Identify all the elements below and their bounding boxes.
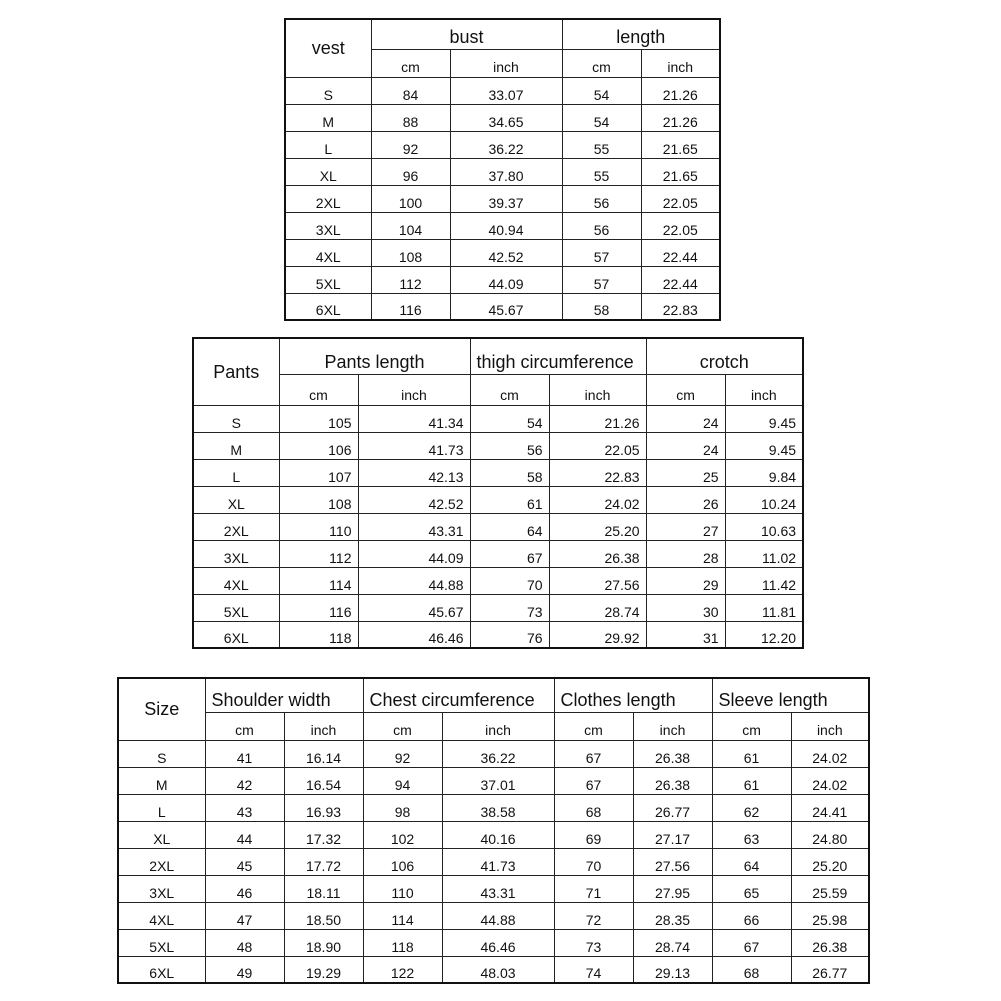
size-label: 3XL (285, 212, 371, 239)
measurement-cell: 54 (562, 104, 641, 131)
size-label: 6XL (193, 621, 279, 648)
size-label: XL (193, 486, 279, 513)
measurement-cell: 45 (205, 848, 284, 875)
measurement-cell: 61 (712, 740, 791, 767)
measurement-cell: 65 (712, 875, 791, 902)
measurement-cell: 48.03 (442, 956, 554, 983)
table-row (193, 621, 803, 648)
measurement-cell: 58 (470, 459, 549, 486)
crotch-header: crotch (646, 338, 803, 374)
measurement-cell: 26.77 (633, 794, 712, 821)
measurement-cell: 22.44 (641, 239, 720, 266)
measurement-cell: 34.65 (450, 104, 562, 131)
measurement-cell: 21.26 (641, 77, 720, 104)
vest-size-header: vest (285, 19, 371, 77)
measurement-cell: 54 (562, 77, 641, 104)
measurement-cell: 11.02 (725, 540, 803, 567)
size-label: 2XL (193, 513, 279, 540)
measurement-cell: 27.95 (633, 875, 712, 902)
measurement-cell: 44.09 (358, 540, 470, 567)
size-label: L (118, 794, 205, 821)
measurement-cell: 11.81 (725, 594, 803, 621)
table-row (118, 767, 869, 794)
unit-header: inch (633, 712, 712, 740)
measurement-cell: 98 (363, 794, 442, 821)
size-label: 5XL (193, 594, 279, 621)
size-label: M (118, 767, 205, 794)
size-label: XL (118, 821, 205, 848)
measurement-cell: 88 (371, 104, 450, 131)
unit-header: inch (442, 712, 554, 740)
measurement-cell: 25 (646, 459, 725, 486)
measurement-cell: 22.05 (549, 432, 646, 459)
size-label: M (285, 104, 371, 131)
table-row (285, 266, 720, 293)
size-label: 3XL (193, 540, 279, 567)
vest-table-body (285, 77, 720, 320)
measurement-cell: 26.38 (549, 540, 646, 567)
table-row (285, 293, 720, 320)
measurement-cell: 38.58 (442, 794, 554, 821)
measurement-cell: 94 (363, 767, 442, 794)
table-row (285, 131, 720, 158)
measurement-cell: 10.63 (725, 513, 803, 540)
table-row (118, 848, 869, 875)
measurement-cell: 41 (205, 740, 284, 767)
measurement-cell: 46.46 (358, 621, 470, 648)
measurement-cell: 28.74 (549, 594, 646, 621)
unit-header: inch (725, 374, 803, 405)
measurement-cell: 92 (371, 131, 450, 158)
vest-size-table (284, 18, 721, 321)
size-label: 6XL (118, 956, 205, 983)
measurement-cell: 92 (363, 740, 442, 767)
measurement-cell: 114 (363, 902, 442, 929)
measurement-cell: 22.44 (641, 266, 720, 293)
measurement-cell: 67 (554, 740, 633, 767)
measurement-cell: 40.16 (442, 821, 554, 848)
measurement-cell: 24.80 (791, 821, 869, 848)
measurement-cell: 33.07 (450, 77, 562, 104)
measurement-cell: 56 (562, 212, 641, 239)
top-size-header: Size (118, 678, 205, 740)
table-row (193, 486, 803, 513)
vest-bust-header: bust (371, 19, 562, 49)
measurement-cell: 108 (371, 239, 450, 266)
table-row (193, 540, 803, 567)
measurement-cell: 102 (363, 821, 442, 848)
table-row (118, 794, 869, 821)
measurement-cell: 55 (562, 131, 641, 158)
size-label: S (118, 740, 205, 767)
measurement-cell: 56 (562, 185, 641, 212)
measurement-cell: 74 (554, 956, 633, 983)
measurement-cell: 18.11 (284, 875, 363, 902)
unit-header: inch (450, 49, 562, 77)
table-row (118, 929, 869, 956)
measurement-cell: 114 (279, 567, 358, 594)
size-label: M (193, 432, 279, 459)
measurement-cell: 68 (554, 794, 633, 821)
size-label: 5XL (118, 929, 205, 956)
measurement-cell: 55 (562, 158, 641, 185)
measurement-cell: 16.54 (284, 767, 363, 794)
measurement-cell: 28.74 (633, 929, 712, 956)
measurement-cell: 24.02 (791, 740, 869, 767)
vest-length-header: length (562, 19, 720, 49)
size-label: L (285, 131, 371, 158)
pants-table-body (193, 405, 803, 648)
measurement-cell: 100 (371, 185, 450, 212)
measurement-cell: 67 (554, 767, 633, 794)
measurement-cell: 9.45 (725, 405, 803, 432)
size-label: XL (285, 158, 371, 185)
measurement-cell: 42.13 (358, 459, 470, 486)
measurement-cell: 58 (562, 293, 641, 320)
sleeve-length-header: Sleeve length (712, 678, 869, 712)
top-size-table (117, 677, 870, 984)
measurement-cell: 40.94 (450, 212, 562, 239)
measurement-cell: 42.52 (450, 239, 562, 266)
size-label: 5XL (285, 266, 371, 293)
measurement-cell: 96 (371, 158, 450, 185)
measurement-cell: 44.09 (450, 266, 562, 293)
measurement-cell: 68 (712, 956, 791, 983)
table-row (193, 594, 803, 621)
measurement-cell: 106 (363, 848, 442, 875)
measurement-cell: 42.52 (358, 486, 470, 513)
measurement-cell: 41.34 (358, 405, 470, 432)
measurement-cell: 106 (279, 432, 358, 459)
table-row (118, 740, 869, 767)
table-row (118, 902, 869, 929)
measurement-cell: 46 (205, 875, 284, 902)
measurement-cell: 67 (712, 929, 791, 956)
measurement-cell: 17.32 (284, 821, 363, 848)
measurement-cell: 70 (554, 848, 633, 875)
measurement-cell: 27.17 (633, 821, 712, 848)
top-table-body (118, 740, 869, 983)
measurement-cell: 29 (646, 567, 725, 594)
size-label: 4XL (118, 902, 205, 929)
measurement-cell: 16.93 (284, 794, 363, 821)
measurement-cell: 46.46 (442, 929, 554, 956)
unit-header: cm (470, 374, 549, 405)
measurement-cell: 19.29 (284, 956, 363, 983)
measurement-cell: 22.05 (641, 212, 720, 239)
measurement-cell: 84 (371, 77, 450, 104)
measurement-cell: 37.01 (442, 767, 554, 794)
unit-header: inch (641, 49, 720, 77)
pants-size-header: Pants (193, 338, 279, 405)
unit-header: cm (371, 49, 450, 77)
table-row (285, 239, 720, 266)
size-label: L (193, 459, 279, 486)
measurement-cell: 67 (470, 540, 549, 567)
measurement-cell: 26.38 (633, 740, 712, 767)
unit-header: cm (646, 374, 725, 405)
thigh-circumference-header: thigh circumference (470, 338, 646, 374)
unit-header: inch (358, 374, 470, 405)
measurement-cell: 27.56 (549, 567, 646, 594)
table-row (193, 405, 803, 432)
measurement-cell: 24.41 (791, 794, 869, 821)
measurement-cell: 41.73 (358, 432, 470, 459)
measurement-cell: 44 (205, 821, 284, 848)
measurement-cell: 18.50 (284, 902, 363, 929)
measurement-cell: 25.20 (791, 848, 869, 875)
size-label: S (193, 405, 279, 432)
measurement-cell: 10.24 (725, 486, 803, 513)
measurement-cell: 11.42 (725, 567, 803, 594)
measurement-cell: 110 (363, 875, 442, 902)
measurement-cell: 39.37 (450, 185, 562, 212)
unit-header: inch (549, 374, 646, 405)
measurement-cell: 25.20 (549, 513, 646, 540)
measurement-cell: 29.92 (549, 621, 646, 648)
measurement-cell: 57 (562, 266, 641, 293)
table-row (193, 459, 803, 486)
size-label: 3XL (118, 875, 205, 902)
measurement-cell: 48 (205, 929, 284, 956)
unit-header: cm (205, 712, 284, 740)
measurement-cell: 26.38 (791, 929, 869, 956)
measurement-cell: 28.35 (633, 902, 712, 929)
size-label: S (285, 77, 371, 104)
measurement-cell: 27 (646, 513, 725, 540)
measurement-cell: 37.80 (450, 158, 562, 185)
table-row (118, 875, 869, 902)
measurement-cell: 56 (470, 432, 549, 459)
measurement-cell: 71 (554, 875, 633, 902)
table-row (193, 432, 803, 459)
measurement-cell: 45.67 (358, 594, 470, 621)
measurement-cell: 112 (371, 266, 450, 293)
measurement-cell: 42 (205, 767, 284, 794)
size-label: 4XL (285, 239, 371, 266)
measurement-cell: 36.22 (442, 740, 554, 767)
table-row (285, 158, 720, 185)
table-row (118, 956, 869, 983)
measurement-cell: 44.88 (358, 567, 470, 594)
measurement-cell: 12.20 (725, 621, 803, 648)
measurement-cell: 112 (279, 540, 358, 567)
measurement-cell: 26 (646, 486, 725, 513)
measurement-cell: 118 (279, 621, 358, 648)
measurement-cell: 21.65 (641, 158, 720, 185)
measurement-cell: 29.13 (633, 956, 712, 983)
measurement-cell: 24.02 (791, 767, 869, 794)
measurement-cell: 54 (470, 405, 549, 432)
measurement-cell: 18.90 (284, 929, 363, 956)
measurement-cell: 76 (470, 621, 549, 648)
measurement-cell: 116 (279, 594, 358, 621)
measurement-cell: 57 (562, 239, 641, 266)
measurement-cell: 28 (646, 540, 725, 567)
measurement-cell: 26.38 (633, 767, 712, 794)
measurement-cell: 105 (279, 405, 358, 432)
measurement-cell: 43.31 (442, 875, 554, 902)
measurement-cell: 22.83 (549, 459, 646, 486)
measurement-cell: 30 (646, 594, 725, 621)
table-row (193, 567, 803, 594)
measurement-cell: 61 (712, 767, 791, 794)
measurement-cell: 44.88 (442, 902, 554, 929)
unit-header: cm (363, 712, 442, 740)
measurement-cell: 25.98 (791, 902, 869, 929)
chest-circumference-header: Chest circumference (363, 678, 554, 712)
unit-header: cm (279, 374, 358, 405)
pants-length-header: Pants length (279, 338, 470, 374)
clothes-length-header: Clothes length (554, 678, 712, 712)
measurement-cell: 73 (470, 594, 549, 621)
measurement-cell: 26.77 (791, 956, 869, 983)
measurement-cell: 49 (205, 956, 284, 983)
measurement-cell: 45.67 (450, 293, 562, 320)
measurement-cell: 27.56 (633, 848, 712, 875)
measurement-cell: 36.22 (450, 131, 562, 158)
measurement-cell: 66 (712, 902, 791, 929)
measurement-cell: 41.73 (442, 848, 554, 875)
table-row (193, 513, 803, 540)
measurement-cell: 73 (554, 929, 633, 956)
measurement-cell: 9.84 (725, 459, 803, 486)
measurement-cell: 21.65 (641, 131, 720, 158)
table-row (285, 77, 720, 104)
measurement-cell: 25.59 (791, 875, 869, 902)
measurement-cell: 116 (371, 293, 450, 320)
measurement-cell: 24.02 (549, 486, 646, 513)
measurement-cell: 64 (470, 513, 549, 540)
unit-header: cm (712, 712, 791, 740)
unit-header: cm (562, 49, 641, 77)
measurement-cell: 107 (279, 459, 358, 486)
measurement-cell: 70 (470, 567, 549, 594)
measurement-cell: 69 (554, 821, 633, 848)
measurement-cell: 62 (712, 794, 791, 821)
measurement-cell: 16.14 (284, 740, 363, 767)
measurement-cell: 64 (712, 848, 791, 875)
measurement-cell: 118 (363, 929, 442, 956)
measurement-cell: 24 (646, 432, 725, 459)
measurement-cell: 9.45 (725, 432, 803, 459)
shoulder-width-header: Shoulder width (205, 678, 363, 712)
unit-header: inch (791, 712, 869, 740)
measurement-cell: 31 (646, 621, 725, 648)
size-label: 2XL (118, 848, 205, 875)
measurement-cell: 47 (205, 902, 284, 929)
measurement-cell: 24 (646, 405, 725, 432)
measurement-cell: 63 (712, 821, 791, 848)
unit-header: inch (284, 712, 363, 740)
size-label: 4XL (193, 567, 279, 594)
table-row (285, 185, 720, 212)
measurement-cell: 110 (279, 513, 358, 540)
measurement-cell: 43 (205, 794, 284, 821)
measurement-cell: 108 (279, 486, 358, 513)
table-row (285, 104, 720, 131)
table-row (118, 821, 869, 848)
measurement-cell: 72 (554, 902, 633, 929)
measurement-cell: 104 (371, 212, 450, 239)
size-label: 6XL (285, 293, 371, 320)
measurement-cell: 61 (470, 486, 549, 513)
measurement-cell: 17.72 (284, 848, 363, 875)
measurement-cell: 122 (363, 956, 442, 983)
measurement-cell: 22.83 (641, 293, 720, 320)
measurement-cell: 22.05 (641, 185, 720, 212)
unit-header: cm (554, 712, 633, 740)
measurement-cell: 21.26 (641, 104, 720, 131)
measurement-cell: 43.31 (358, 513, 470, 540)
measurement-cell: 21.26 (549, 405, 646, 432)
table-row (285, 212, 720, 239)
pants-size-table (192, 337, 804, 649)
size-label: 2XL (285, 185, 371, 212)
